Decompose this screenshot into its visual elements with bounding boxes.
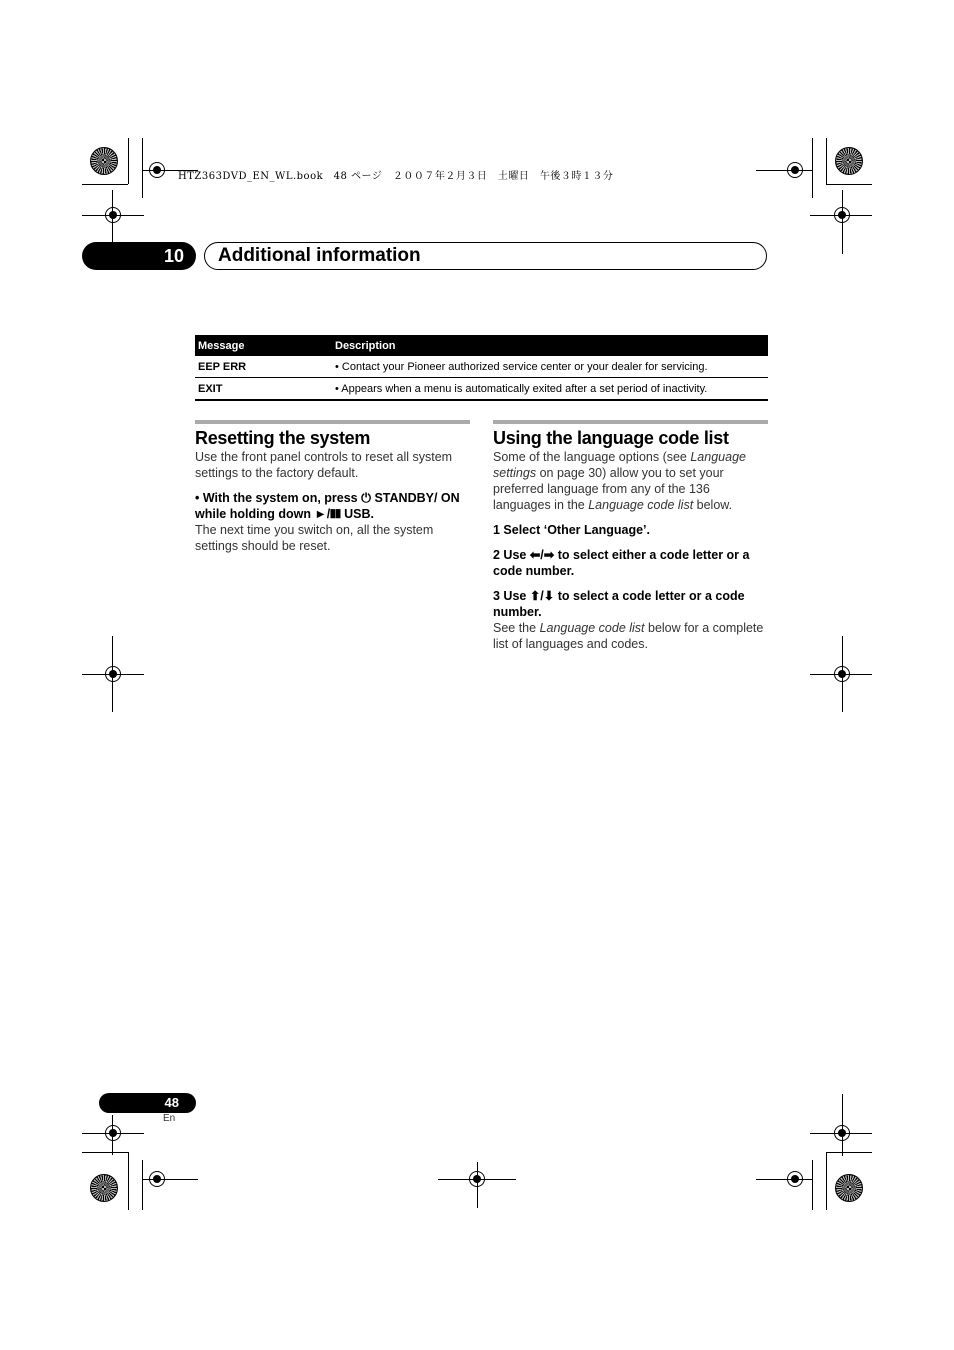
language-step-1: 1 Select ‘Other Language’. <box>493 523 650 537</box>
section-heading: Resetting the system <box>195 428 371 448</box>
message-description: • Contact your Pioneer authorized service center or your dealer for servicing. <box>332 356 768 378</box>
registration-sun-icon <box>90 1174 118 1202</box>
reset-section <box>195 420 470 554</box>
language-note: See the Language code list below for a complete list of languages and codes. <box>493 621 764 651</box>
language-step-3: 3 Use ⬆/⬇ to select a code letter or a code number. <box>493 589 745 619</box>
table-row <box>195 356 768 378</box>
table-header-row <box>195 335 768 356</box>
registration-sun-icon <box>835 147 863 175</box>
section-rule <box>195 420 470 424</box>
section-rule <box>493 420 768 424</box>
table-header-description: Description <box>332 335 768 356</box>
page-language: En <box>163 1113 176 1124</box>
section-heading: Using the language code list <box>493 428 729 448</box>
registration-sun-icon <box>90 147 118 175</box>
registration-sun-icon <box>835 1174 863 1202</box>
section-intro: Some of the language options (see Language settings on page 30) allow you to set your preferred language from any of the 136 languages in the Language code list below. <box>493 450 746 512</box>
language-section <box>493 420 768 652</box>
section-intro: Use the front panel controls to reset all system settings to the factory default. <box>195 450 453 480</box>
page-number: 48 <box>99 1093 196 1113</box>
message-description: • Appears when a menu is automatically exited after a set period of inactivity. <box>332 378 768 401</box>
xref-language-settings: Language settings <box>493 450 746 480</box>
message-code: EEP ERR <box>195 356 332 378</box>
message-code: EXIT <box>195 378 332 401</box>
reset-step: • With the system on, press ⏻ STANDBY/ ON while holding down ►/❚❚ USB. <box>195 491 460 521</box>
xref-language-code-list: Language code list <box>588 498 694 512</box>
chapter-number: 10 <box>82 242 196 270</box>
xref-language-code-list: Language code list <box>539 621 645 635</box>
print-stamp: HTZ363DVD_EN_WL.book 48 ページ ２００７年２月３日 土曜日 午後３時１３分 <box>178 171 614 182</box>
message-table <box>195 335 768 401</box>
table-header-message: Message <box>195 335 332 356</box>
language-step-2: 2 Use ⬅/➡ to select either a code letter or a code number. <box>493 548 750 578</box>
chapter-title: Additional information <box>218 245 421 266</box>
reset-note: The next time you switch on, all the system settings should be reset. <box>195 523 434 553</box>
table-row <box>195 378 768 401</box>
